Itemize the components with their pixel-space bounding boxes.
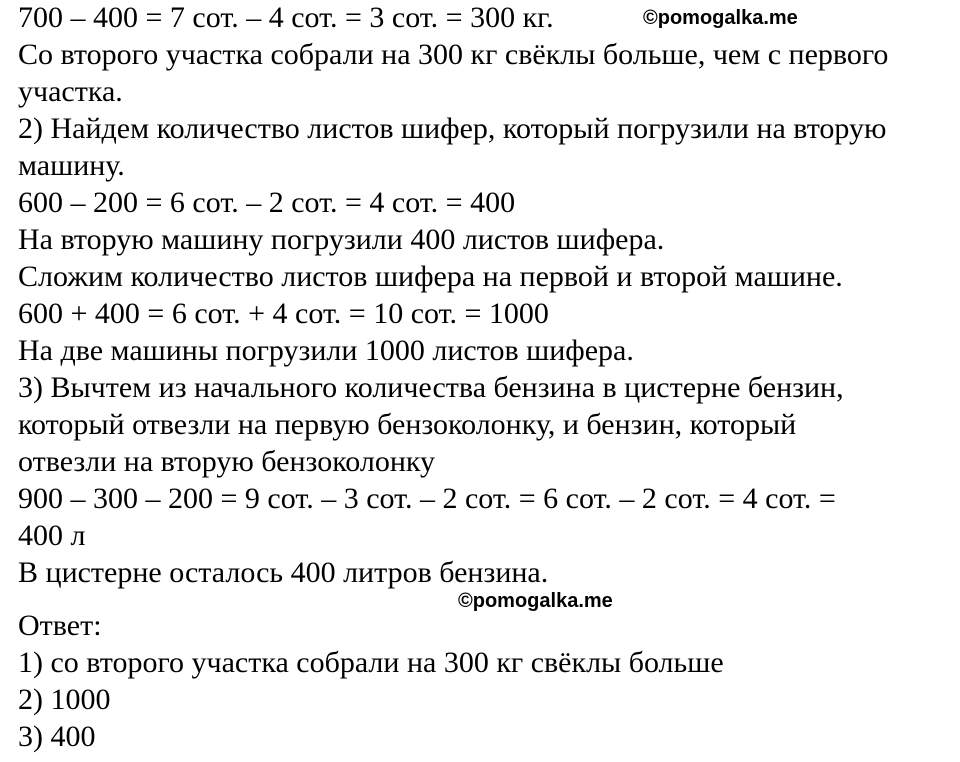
text-line-13: отвезли на вторую бензоколонку <box>18 445 436 478</box>
text-line-6: 600 – 200 = 6 сот. – 2 сот. = 4 сот. = 400 <box>18 186 516 219</box>
text-line-15: 400 л <box>18 519 86 552</box>
text-line-12: который отвезли на первую бензоколонку, и бензин, который <box>18 408 797 441</box>
answer-heading: Ответ: <box>18 609 102 642</box>
text-line-5: машину. <box>18 149 125 182</box>
answer-item-3: 3) 400 <box>18 720 96 753</box>
answer-item-1: 1) со второго участка собрали на 300 кг свёклы больше <box>18 646 724 679</box>
text-line-2: Со второго участка собрали на 300 кг свёклы больше, чем с первого <box>18 38 889 71</box>
text-line-14: 900 – 300 – 200 = 9 сот. – 3 сот. – 2 сот. = 6 сот. – 2 сот. = 4 сот. = <box>18 482 836 515</box>
text-line-10: На две машины погрузили 1000 листов шифера. <box>18 334 634 367</box>
text-line-1: 700 – 400 = 7 сот. – 4 сот. = 3 сот. = 300 кг. <box>18 1 554 34</box>
text-line-11: 3) Вычтем из начального количества бензина в цистерне бензин, <box>18 371 844 404</box>
text-line-3: участка. <box>18 75 123 108</box>
text-line-4: 2) Найдем количество листов шифер, который погрузили на вторую <box>18 112 887 145</box>
text-line-16: В цистерне осталось 400 литров бензина. <box>18 556 549 589</box>
text-line-9: 600 + 400 = 6 сот. + 4 сот. = 10 сот. = 1000 <box>18 297 549 330</box>
watermark-middle: ©pomogalka.me <box>458 590 613 612</box>
text-line-8: Сложим количество листов шифера на первой и второй машине. <box>18 260 843 293</box>
text-line-7: На вторую машину погрузили 400 листов шифера. <box>18 223 665 256</box>
watermark-top: ©pomogalka.me <box>643 7 798 29</box>
answer-item-2: 2) 1000 <box>18 683 111 716</box>
